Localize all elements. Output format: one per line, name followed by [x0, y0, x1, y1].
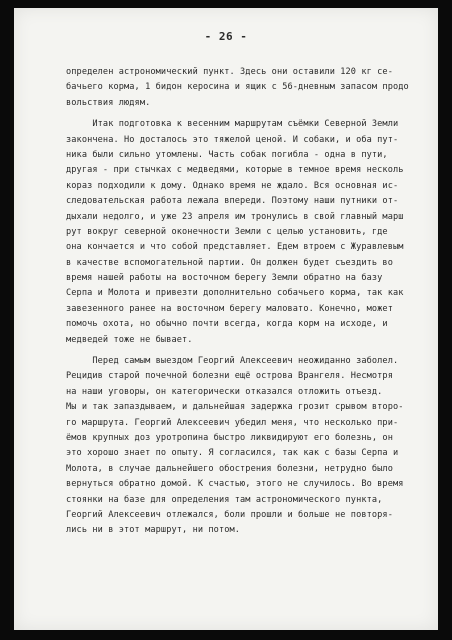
- text-line: ёмов крупных доз уротропина быстро ликвидируют его болезнь, он: [66, 432, 393, 443]
- text-line: стоянки на базе для определения там астрономического пункта,: [66, 494, 383, 505]
- text-line: вернуться обратно домой. К счастью, этого не случилось. Во время: [66, 479, 404, 490]
- text-line: Молота, в случае дальнейшего обострения болезни, нетрудно было: [66, 463, 393, 474]
- text-line: Серпа и Молота и привезти дополнительно собачьего корма, так как: [66, 288, 404, 299]
- text-line: бачьего корма, 1 бидон керосина и ящик с 56-дневным запасом продо: [66, 82, 409, 93]
- page-number: - 26 -: [204, 30, 248, 43]
- text-line: помочь охота, но обычно почти всегда, когда корм на исходе, и: [66, 319, 388, 330]
- text-line: она кончается и что собой представляет. Едем втроем с Журавлевым: [66, 242, 404, 253]
- text-line: определен астрономический пункт. Здесь они оставили 120 кг се-: [66, 67, 393, 77]
- text-line: Рецидив старой почечной болезни ещё острова Врангеля. Несмотря: [66, 371, 393, 382]
- text-line: го маршрута. Георгий Алексеевич убедил меня, что несколько при-: [66, 417, 399, 428]
- text-line: Итак подготовка к весенним маршрутам съёмки Северной Земли: [66, 119, 399, 130]
- typewritten-page: [14, 8, 438, 630]
- text-line: в качестве вспомогательной партии. Он должен будет съездить во: [66, 257, 393, 268]
- text-line: Перед самым выездом Георгий Алексеевич неожиданно заболел.: [66, 356, 399, 367]
- text-line: рут вокруг северной оконечности Земли с целью установить, где: [66, 226, 388, 237]
- text-line: завезенного ранее на восточном берегу маловато. Конечно, может: [66, 303, 393, 314]
- text-line: Георгий Алексеевич отлежался, боли прошли и больше не повторя-: [66, 509, 393, 520]
- text-line: ника были сильно утомлены. Часть собак погибла - одна в пути,: [66, 149, 388, 160]
- text-line: следовательская работа лежала впереди. Поэтому наши путники от-: [66, 196, 399, 207]
- text-line: дыхали недолго, и уже 23 апреля им тронулись в свой главный марш: [66, 211, 404, 222]
- text-line: это хорошо знает по опыту. Я согласился, так как с базы Серпа и: [66, 448, 399, 459]
- text-line: время нашей работы на восточном берегу Земли обратно на базу: [66, 273, 383, 284]
- text-line: вольствия людям.: [66, 97, 151, 108]
- text-line: медведей тоже не бывает.: [66, 334, 193, 345]
- text-line: Мы и так запаздываем, и дальнейшая задержка грозит срывом второ-: [66, 402, 404, 413]
- text-line: закончена. Но досталось это тяжелой ценой. И собаки, и оба пут-: [66, 134, 399, 145]
- text-line: кораз подходили к дому. Однако время не ждало. Вся основная ис-: [66, 180, 399, 191]
- text-line: лись ни в этот маршрут, ни потом.: [66, 525, 241, 536]
- text-line: на наши уговоры, он категорически отказался отложить отъезд.: [66, 386, 383, 397]
- body-text: [66, 65, 436, 539]
- text-line: другая - при стычках с медведями, которые в темное время несколь: [66, 165, 404, 176]
